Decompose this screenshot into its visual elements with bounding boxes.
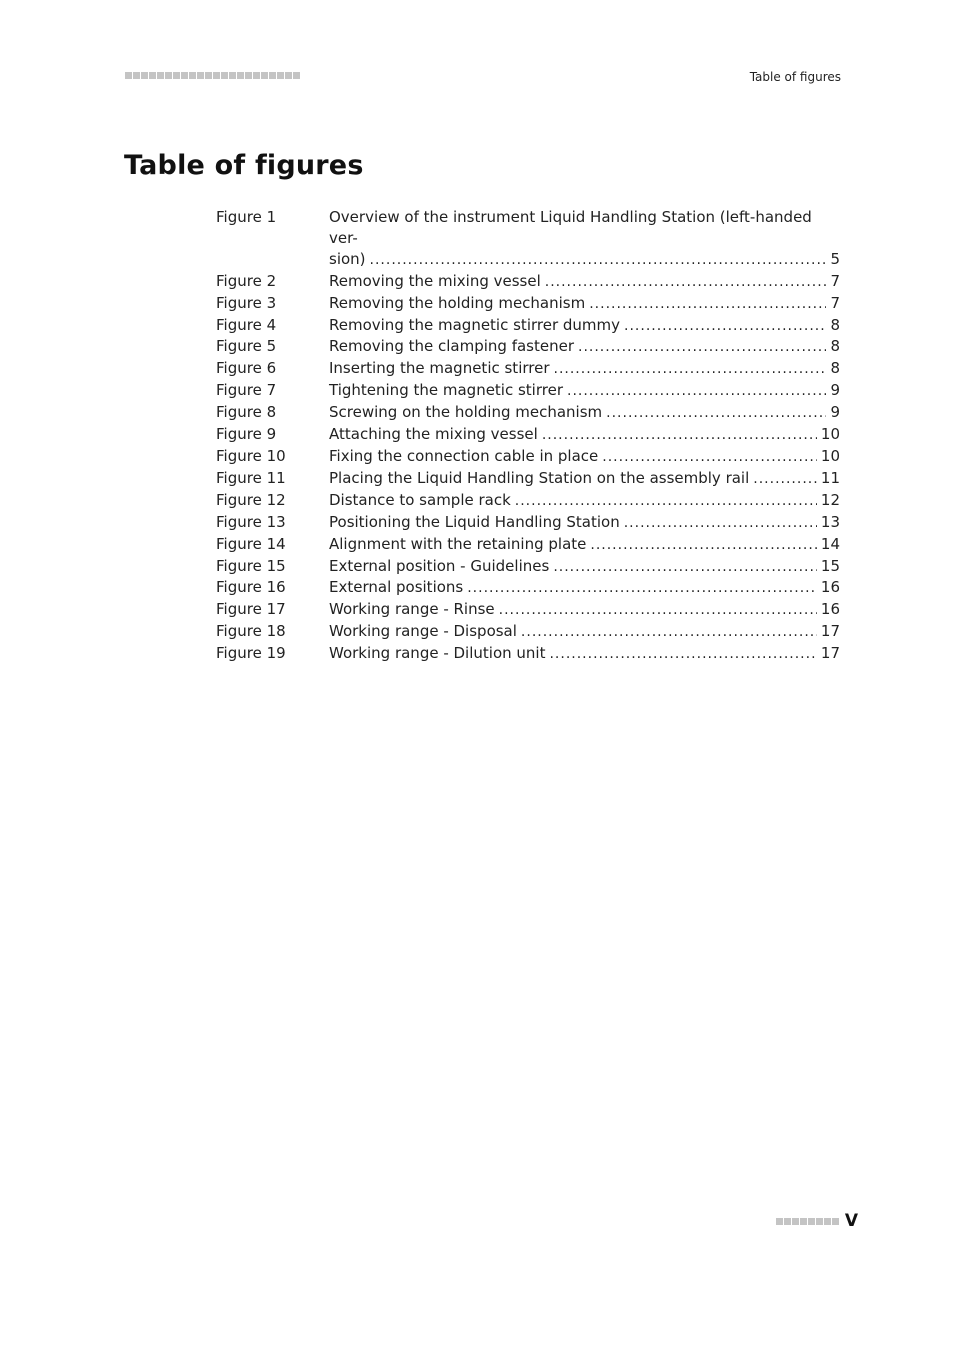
figure-title: Removing the clamping fastener [329, 337, 574, 356]
figure-label: Figure 3 [216, 293, 277, 312]
toc-entry[interactable] [216, 643, 840, 665]
figure-label: Figure 19 [216, 644, 286, 663]
dot-leader [590, 535, 817, 556]
table-of-figures [216, 207, 840, 665]
dot-leader [542, 425, 817, 446]
toc-entry[interactable] [216, 556, 840, 578]
figure-label: Figure 18 [216, 622, 286, 641]
toc-entry[interactable] [216, 315, 840, 337]
footer-page-number: V [844, 1211, 858, 1231]
page-footer [776, 1211, 858, 1231]
page-number: 16 [820, 600, 840, 619]
page-number: 5 [830, 249, 840, 268]
dot-leader [602, 447, 817, 468]
dot-leader [549, 644, 816, 665]
figure-title: Inserting the magnetic stirrer [329, 359, 550, 378]
figure-title: External positions [329, 578, 464, 597]
toc-entry[interactable] [216, 468, 840, 490]
page-number: 7 [830, 271, 840, 290]
running-header-title: Table of figures [749, 70, 841, 84]
page-title: Table of figures [124, 150, 364, 181]
toc-entry[interactable] [216, 207, 840, 271]
toc-entry[interactable] [216, 293, 840, 315]
page-number: 8 [830, 337, 840, 356]
figure-title: Positioning the Liquid Handling Station [329, 512, 620, 531]
page-number: 12 [820, 490, 840, 509]
figure-title: Placing the Liquid Handling Station on the assembly rail [329, 468, 750, 487]
figure-title: Removing the mixing vessel [329, 271, 541, 290]
toc-entry[interactable] [216, 336, 840, 358]
figure-label: Figure 12 [216, 490, 286, 509]
toc-entry[interactable] [216, 599, 840, 621]
figure-label: Figure 10 [216, 446, 286, 465]
dot-leader [370, 250, 827, 271]
toc-entry[interactable] [216, 490, 840, 512]
figure-title: Working range - Disposal [329, 622, 517, 641]
figure-label: Figure 13 [216, 512, 286, 531]
dot-leader [554, 359, 827, 380]
page-number: 16 [820, 578, 840, 597]
figure-label: Figure 7 [216, 381, 277, 400]
toc-entry[interactable] [216, 402, 840, 424]
toc-entry[interactable] [216, 446, 840, 468]
dot-leader [589, 294, 826, 315]
figure-title: Alignment with the retaining plate [329, 534, 587, 553]
dot-leader [545, 272, 827, 293]
toc-entry[interactable] [216, 512, 840, 534]
dot-leader [499, 600, 817, 621]
toc-entry[interactable] [216, 621, 840, 643]
figure-title: Fixing the connection cable in place [329, 446, 599, 465]
header-decoration [125, 72, 300, 79]
dot-leader [578, 337, 826, 358]
toc-entry[interactable] [216, 424, 840, 446]
dot-leader [553, 557, 817, 578]
page-number: 11 [820, 468, 840, 487]
figure-title-first-line: Overview of the instrument Liquid Handling Station (left-handed ver- [329, 208, 812, 247]
figure-label: Figure 11 [216, 468, 286, 487]
figure-label: Figure 15 [216, 556, 286, 575]
figure-label: Figure 9 [216, 425, 277, 444]
figure-title: sion) [329, 249, 366, 268]
page-number: 7 [830, 293, 840, 312]
toc-entry[interactable] [216, 380, 840, 402]
figure-label: Figure 17 [216, 600, 286, 619]
toc-entry[interactable] [216, 271, 840, 293]
figure-title: Tightening the magnetic stirrer [329, 381, 563, 400]
figure-title: Removing the holding mechanism [329, 293, 586, 312]
toc-entry[interactable] [216, 358, 840, 380]
figure-label: Figure 5 [216, 337, 277, 356]
dot-leader [624, 316, 826, 337]
dot-leader [467, 578, 817, 599]
toc-entry[interactable] [216, 534, 840, 556]
figure-label: Figure 1 [216, 208, 277, 226]
page-number: 13 [820, 512, 840, 531]
dot-leader [606, 403, 826, 424]
dot-leader [521, 622, 817, 643]
footer-decoration [776, 1218, 839, 1225]
figure-label: Figure 16 [216, 578, 286, 597]
page-number: 8 [830, 359, 840, 378]
figure-title: Working range - Dilution unit [329, 644, 546, 663]
figure-label: Figure 14 [216, 534, 286, 553]
page-number: 9 [830, 403, 840, 422]
figure-label: Figure 4 [216, 315, 277, 334]
page-number: 17 [820, 622, 840, 641]
figure-title: Distance to sample rack [329, 490, 511, 509]
page-number: 17 [820, 644, 840, 663]
figure-label: Figure 6 [216, 359, 277, 378]
dot-leader [624, 513, 817, 534]
figure-title: Attaching the mixing vessel [329, 425, 538, 444]
figure-title: Screwing on the holding mechanism [329, 403, 603, 422]
page-number: 8 [830, 315, 840, 334]
figure-label: Figure 2 [216, 271, 277, 290]
figure-title: External position - Guidelines [329, 556, 550, 575]
page-number: 15 [820, 556, 840, 575]
page-number: 10 [820, 446, 840, 465]
figure-title: Removing the magnetic stirrer dummy [329, 315, 621, 334]
page-number: 14 [820, 534, 840, 553]
page-number: 9 [830, 381, 840, 400]
toc-entry[interactable] [216, 577, 840, 599]
figure-title: Working range - Rinse [329, 600, 495, 619]
page-number: 10 [820, 425, 840, 444]
dot-leader [515, 491, 817, 512]
dot-leader [753, 469, 817, 490]
dot-leader [567, 381, 826, 402]
figure-label: Figure 8 [216, 403, 277, 422]
